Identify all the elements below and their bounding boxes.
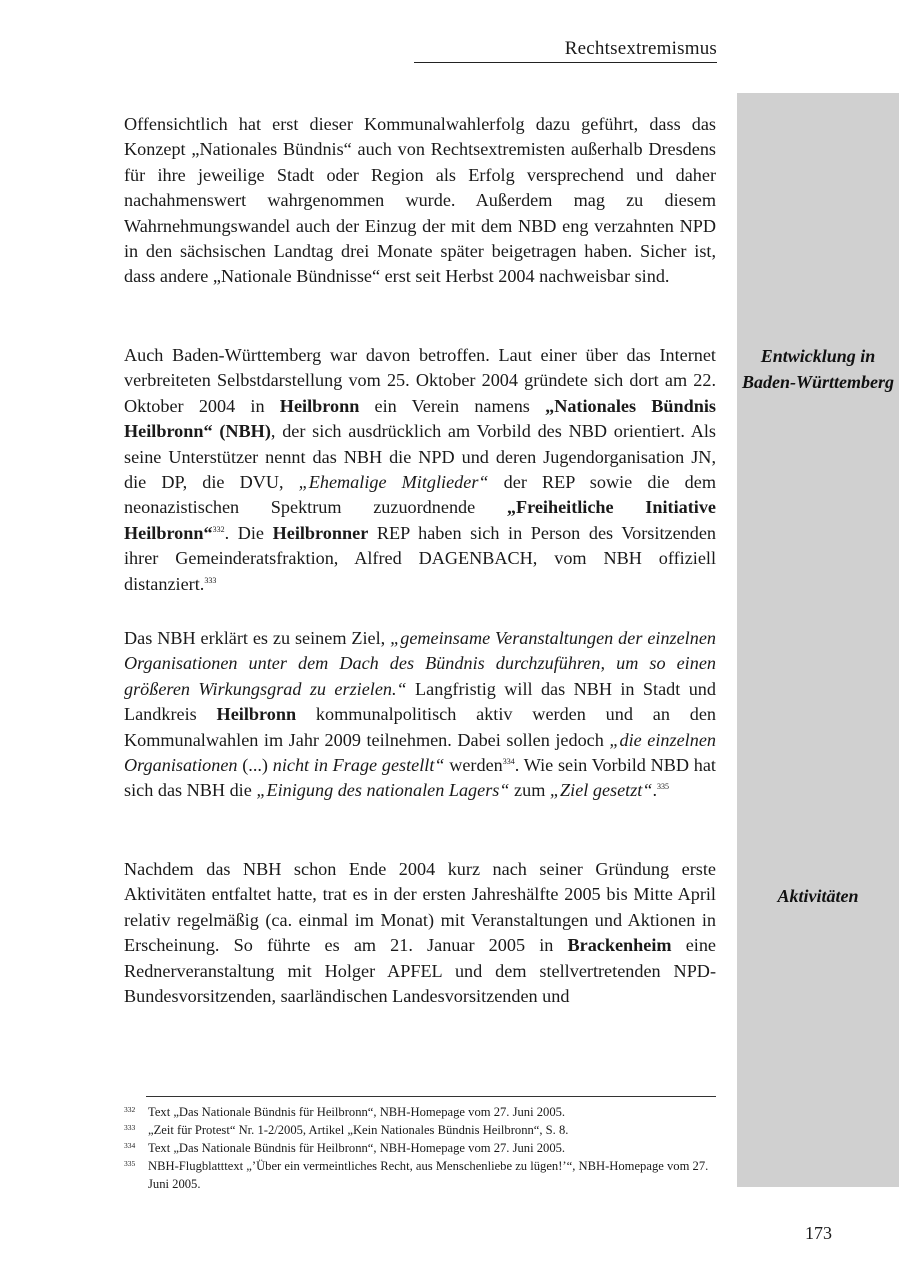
footnote-text: Text „Das Nationale Bündnis für Heilbronn“, NBH-Homepage vom 27. Juni 2005. (148, 1141, 566, 1155)
text-run: der REP sowie die dem neonazistischen Spektrum zuzuordnende (124, 472, 716, 518)
text-run: nicht in Frage gestellt“ (272, 755, 445, 776)
text-run: Offensichtlich hat erst dieser Kommunalwahlerfolg dazu geführt, dass das Konzept „Nationales Bündnis“ auch von Rechtsextremisten außerhalb Dresdens für ihre jeweilige Stadt oder Region als Erfolg versprechend und daher nachahmenswert wahrgenommen wurde. Außerdem mag zu diesem Wahrnehmungswandel auch der Einzug der mit dem NBD eng verzahnten NPD in den sächsischen Landtag drei Monate später beigetragen haben. Sicher ist, dass andere „Nationale Bündnisse“ erst seit Herbst 2004 nachweisbar sind. (124, 114, 716, 287)
text-run: . Wie sein Vorbild NBD hat sich das NBH die (124, 755, 716, 801)
footnote (124, 1103, 716, 1121)
body-paragraph (124, 112, 716, 290)
margin-note-development: Entwicklung in Baden-Württemberg (741, 346, 894, 392)
footnote-reference: 333 (204, 575, 217, 585)
text-run: Heilbronner (272, 522, 369, 543)
text-run: werden (444, 755, 503, 776)
text-run: eine Rednerveranstaltung mit Holger APFEL und dem stellvertretenden NPD-Bundesvorsitzenden, saarländischen Landesvorsitzenden und (124, 935, 716, 1007)
footnote-text: „Zeit für Protest“ Nr. 1-2/2005, Artikel „Kein Nationales Bündnis Heilbronn“, S. 8. (148, 1123, 569, 1137)
footnote-reference: 335 (657, 782, 670, 792)
body-paragraph (124, 626, 716, 804)
footnote-separator (146, 1096, 716, 1097)
footnote (124, 1121, 716, 1139)
text-run: ein Verein namens (359, 395, 546, 416)
footnote (124, 1157, 716, 1193)
footnote-number: 333 (124, 1123, 136, 1132)
text-run: „Ziel gesetzt“ (549, 780, 653, 801)
margin-note-activities: Aktivitäten (777, 886, 859, 906)
footnote-number: 332 (124, 1105, 136, 1114)
footnote-number: 334 (124, 1141, 136, 1150)
text-run: „Ehemalige Mitglieder“ (298, 472, 489, 493)
footnote-text: NBH-Flugblatttext „’Über ein vermeintliches Recht, aus Menschenliebe zu lügen!’“, NBH-Homepage vom 27. Juni 2005. (148, 1159, 709, 1191)
text-run: Nachdem das NBH schon Ende 2004 kurz nach seiner Gründung erste Aktivitäten entfaltet hatte, trat es in der ersten Jahreshälfte 2005 bis Mitte April relativ regelmäßig (ca. einmal im Monat) mit Veranstaltungen und Aktionen in Erscheinung. So führte es am 21. Januar 2005 in (124, 859, 716, 956)
text-run: „gemeinsame Veranstaltungen der einzelnen Organisationen unter dem Dach des Bündnis durchzuführen, um so einen größeren Wirkungsgrad zu erzielen.“ (124, 628, 716, 699)
text-run: Das NBH erklärt es zu seinem Ziel, (124, 628, 391, 648)
text-run: „Einigung des nationalen Lagers“ (256, 780, 510, 801)
margin-sidebar (737, 93, 899, 1187)
body-paragraph (124, 343, 716, 597)
header-rule (414, 62, 717, 63)
text-run: Brackenheim (567, 935, 672, 956)
footnotes (124, 1103, 716, 1193)
text-run: . (652, 780, 658, 801)
text-run: . Die (224, 522, 273, 543)
text-run: kommunalpolitisch aktiv werden und an den Kommunalwahlen im Jahr 2009 teilnehmen. Dabei sollen jedoch (124, 704, 716, 750)
text-run: (...) (237, 755, 273, 776)
text-run: „die einzelnen Organisationen (124, 729, 716, 776)
text-run: REP haben sich in Person des Vorsitzenden ihrer Gemeinderatsfraktion, Alfred DAGENBACH, vom NBH offiziell distanziert. (124, 522, 716, 594)
footnote-text: Text „Das Nationale Bündnis für Heilbronn“, NBH-Homepage vom 27. Juni 2005. (148, 1105, 566, 1119)
footnote-reference: 332 (212, 524, 225, 534)
page-number: 173 (805, 1223, 832, 1243)
text-run: , der sich ausdrücklich am Vorbild des NBD orientiert. Als seine Unterstützer nennt das NBH die NPD und deren Jugendorganisation JN, die DP, die DVU, (124, 421, 716, 493)
footnote-reference: 334 (502, 757, 515, 767)
text-run: Heilbronn (279, 395, 360, 416)
text-run: Auch Baden-Württemberg war davon betroffen. Laut einer über das Internet verbreiteten Selbstdarstellung vom 25. Oktober 2004 gründete sich dort am 22. Oktober 2004 in (124, 345, 716, 416)
footnote-number: 335 (124, 1159, 136, 1168)
body-paragraph (124, 857, 716, 1009)
text-run: Langfristig will das NBH in Stadt und Landkreis (124, 678, 716, 725)
running-header-title: Rechtsextremismus (564, 38, 717, 59)
text-run: „Freiheitliche Initiative Heilbronn“ (124, 497, 717, 543)
text-run: Heilbronn (216, 704, 297, 725)
text-run: zum (509, 780, 550, 801)
footnote (124, 1139, 716, 1157)
text-run: „Nationales Bündnis Heilbronn“ (NBH) (124, 395, 716, 442)
